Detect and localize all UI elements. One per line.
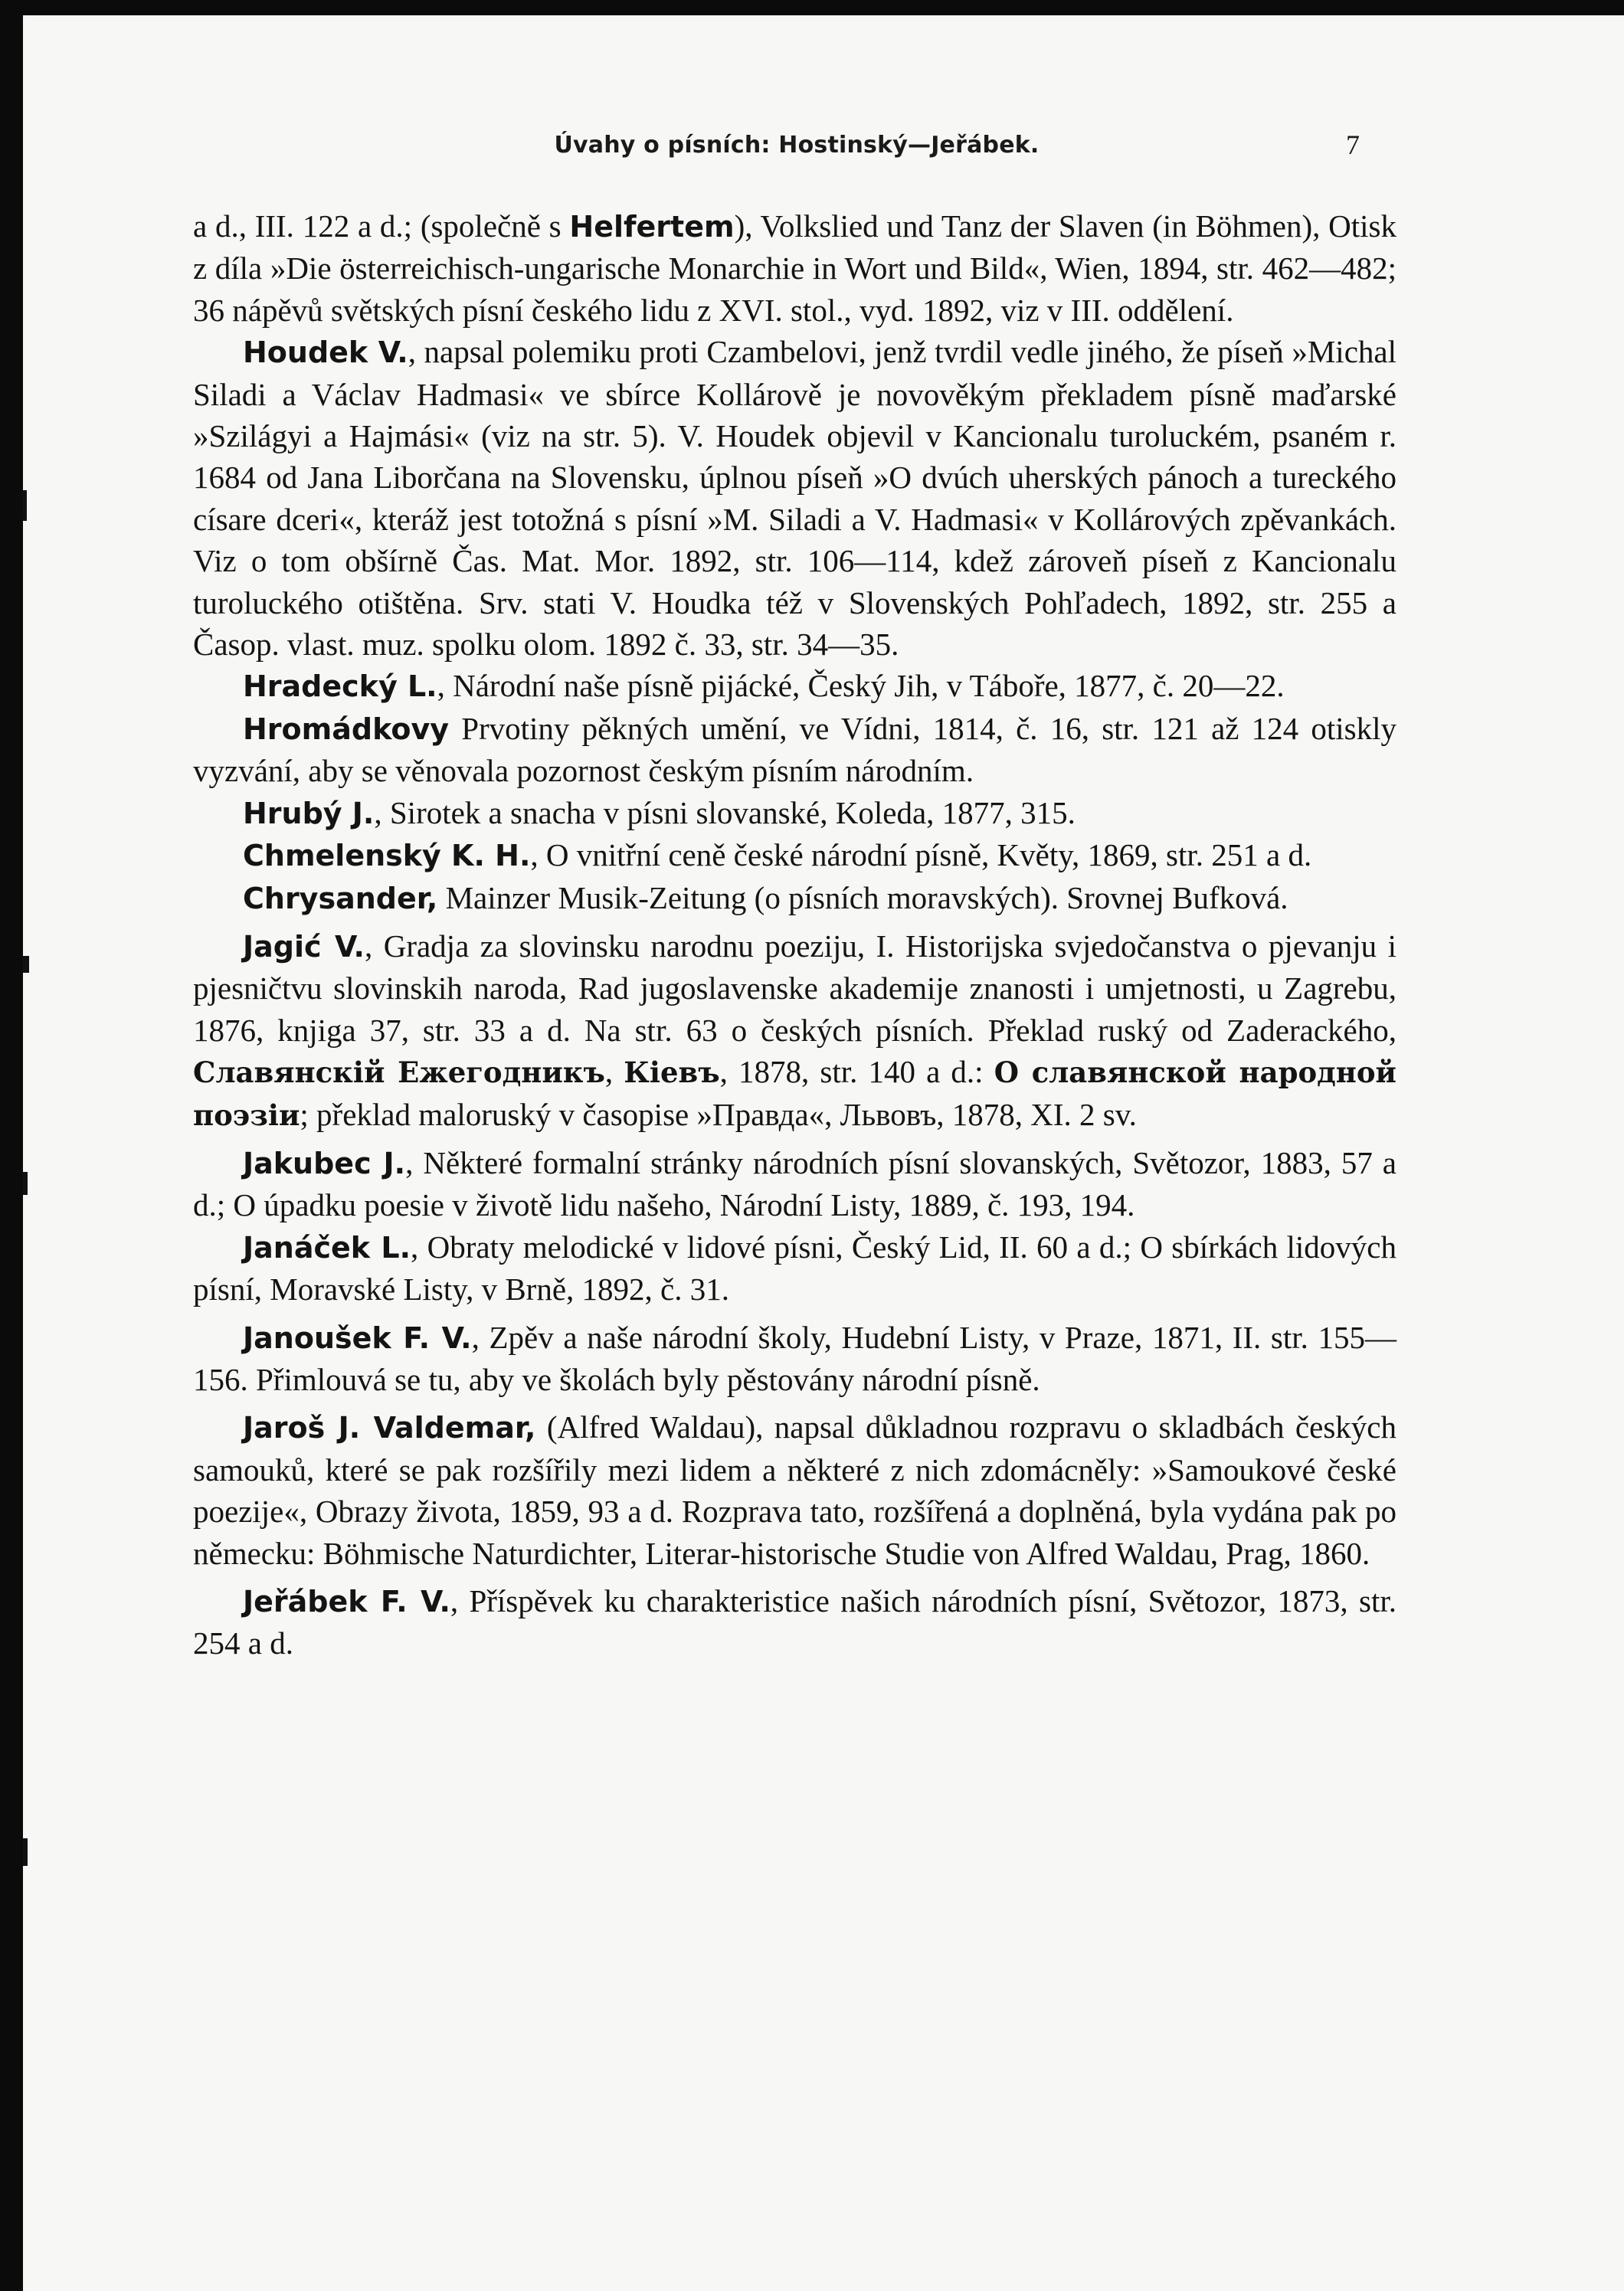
entry-jaros: Jaroš J. Valdemar, (Alfred Waldau), napsal důkladnou rozpravu o skladbách českých samouků, které se pak rozšířily mezi lidem a některé z nich zdomácněly: »Samoukové české poezije«, Obrazy života, 1859, 93 a d. Rozprava tato, rozšířená a doplněná, byla vydána pak po německu: Böhmische Naturdichter, Literar-historische Studie von Alfred Waldau, Prag, 1860. [193,1409,1396,1571]
running-header: Úvahy o písních: Hostinský—Jeřábek. [554,132,1040,159]
entry-chmelensky: Chmelenský K. H., O vnitřní ceně české národní písně, Květy, 1869, str. 251 a d. [243,837,1312,873]
entry-hradecky: Hradecký L., Národní naše písně pijácké, Český Jih, v Táboře, 1877, č. 20—22. [243,668,1285,704]
entry-jakubec: Jakubec J., Některé formalní stránky národních písní slovanských, Světozor, 1883, 57 a d.; O úpadku poesie v životě lidu našeho, Národní Listy, 1889, č. 193, 194. [193,1144,1396,1223]
bibliography-text [193,205,1396,1664]
entry-houdek: Houdek V., napsal polemiku proti Czambelovi, jenž tvrdil vedle jiného, že píseň »Michal Siladi a Václav Hadmasi« ve sbírce Kollárově je novověkým překladem písně maďarské »Szilágyi a Hajmási« (viz na str. 5). V. Houdek objevil v Kancionalu turoluckém, psaném r. 1684 od Jana Liborčana na Slovensku, úplnou píseň »O dvúch uherských pánoch a tureckého císare dceri«, kteráž jest totožná s písní »M. Siladi a V. Hadmasi« v Kollárových zpěvankách. Viz o tom obšírně Čas. Mat. Mor. 1892, str. 106—114, kdež zároveň píseň z Kancionalu turoluckého otištěna. Srv. stati V. Houdka též v Slovenských Pohľadech, 1892, str. 255 a Časop. vlast. muz. spolku olom. 1892 č. 33, str. 34—35. [193,334,1396,663]
scan-mark [23,956,29,973]
scan-mark [23,1172,28,1195]
entry-janousek: Janoušek F. V., Zpěv a naše národní školy, Hudební Listy, v Praze, 1871, II. str. 155—156. Přimlouvá se tu, aby ve školách byly pěstovány národní písně. [193,1319,1396,1397]
scan-mark [23,490,27,521]
entry-jerabek: Jeřábek F. V., Příspěvek ku charakteristice našich národních písní, Světozor, 1873, str. 254 a d. [193,1583,1396,1661]
entry-hruby: Hrubý J., Sirotek a snacha v písni slovanské, Koleda, 1877, 315. [243,794,1076,830]
entry-chrysander: Chrysander, Mainzer Musik-Zeitung (o písních moravských). Srovnej Bufková. [243,879,1288,915]
entry-janacek: Janáček L., Obraty melodické v lidové písni, Český Lid, II. 60 a d.; O sbírkách lidových písní, Moravské Listy, v Brně, 1892, č. 31. [193,1229,1396,1308]
page-spine [0,0,23,2291]
entry-hromadkovy: Hromádkovy Prvotiny pěkných umění, ve Vídni, 1814, č. 16, str. 121 až 124 otiskly vyzvání, aby se věnovala pozornost českým písním národním. [193,710,1396,789]
continuation-paragraph: a d., III. 122 a d.; (společně s Helfertem), Volkslied und Tanz der Slaven (in Böhmen), Otisk z díla »Die österreichisch-ungarische Monarchie in Wort und Bild«, Wien, 1894, str. 462—482; 36 nápěvů světských písní českého lidu z XVI. stol., vyd. 1892, viz v III. oddělení. [193,208,1396,328]
scan-mark [23,1838,28,1866]
entry-jagic: Jagić V., Gradja za slovinsku narodnu poeziju, I. Historijska svjedočanstva o pjevanju i pjesničtvu slovinskih naroda, Rad jugoslavenske akademije znanosti i umjetnosti, u Zagrebu, 1876, knjiga 37, str. 33 a d. Na str. 63 o českých písních. Překlad ruský od Zaderackého, Славянскій Ежегодникъ, Кіевъ, 1878, str. 140 a d.: О славянской народной поэзіи; překlad maloruský v časopise »Правда«, Львовъ, 1878, XI. 2 sv. [193,928,1396,1132]
page-number: 7 [1346,129,1360,160]
